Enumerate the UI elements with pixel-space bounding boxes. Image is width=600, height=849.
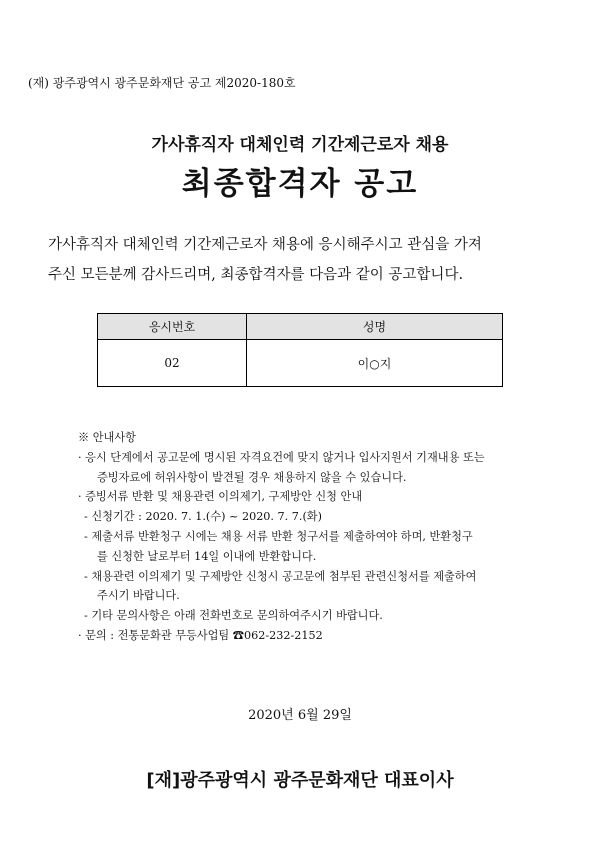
column-header-number: 응시번호 (98, 314, 247, 340)
notice-item: 증빙자료에 허위사항이 발견될 경우 채용하지 않을 수 있습니다. (97, 470, 407, 484)
notice-item: - 기타 문의사항은 아래 전화번호로 문의하여주시기 바랍니다. (84, 609, 383, 623)
notice-section (72, 428, 552, 646)
notice-item: 를 신청한 날로부터 14일 이내에 반환합니다. (97, 549, 317, 563)
notice-item: - 채용관련 이의제기 및 구제방안 신청시 공고문에 첨부된 관련신청서를 제출하여 (84, 569, 477, 583)
column-header-name: 성명 (247, 314, 503, 340)
notice-item: - 제출서류 반환청구 시에는 채용 서류 반환 청구서를 제출하여야 하며, 반환청구 (84, 529, 473, 543)
intro-line: 가사휴직자 대체인력 기간제근로자 채용에 응시해주시고 관심을 가져 (48, 237, 482, 253)
result-table (97, 313, 503, 387)
notice-subtitle: 가사휴직자 대체인력 기간제근로자 채용 (151, 135, 449, 155)
notice-heading: ※ 안내사항 (78, 431, 136, 444)
table-header-row (98, 314, 503, 340)
page-title: 최종합격자 공고 (181, 166, 419, 202)
issuing-organization: [재]광주광역시 광주문화재단 대표이사 (146, 770, 454, 791)
notice-item: · 증빙서류 반환 및 채용관련 이의제기, 구제방안 신청 안내 (78, 490, 363, 504)
notice-reference-number: (재) 광주광역시 광주문화재단 공고 제2020-180호 (28, 76, 296, 90)
applicant-name-cell: 이○지 (247, 340, 503, 387)
contact-info: · 문의 : 전통문화관 무등사업팀 ☎062-232-2152 (78, 628, 323, 642)
intro-line: 주신 모든분께 감사드리며, 최종합격자를 다음과 같이 공고합니다. (48, 267, 464, 283)
intro-paragraph (48, 230, 568, 290)
notice-item: 주시기 바랍니다. (97, 589, 180, 603)
notice-item: · 응시 단계에서 공고문에 명시된 자격요건에 맞지 않거나 입사지원서 기재내용 또는 (78, 450, 485, 464)
table-row (98, 340, 503, 387)
applicant-number-cell: 02 (98, 340, 247, 387)
notice-item: - 신청기간 : 2020. 7. 1.(수) ~ 2020. 7. 7.(화) (84, 510, 322, 524)
notice-date: 2020년 6월 29일 (248, 708, 352, 723)
